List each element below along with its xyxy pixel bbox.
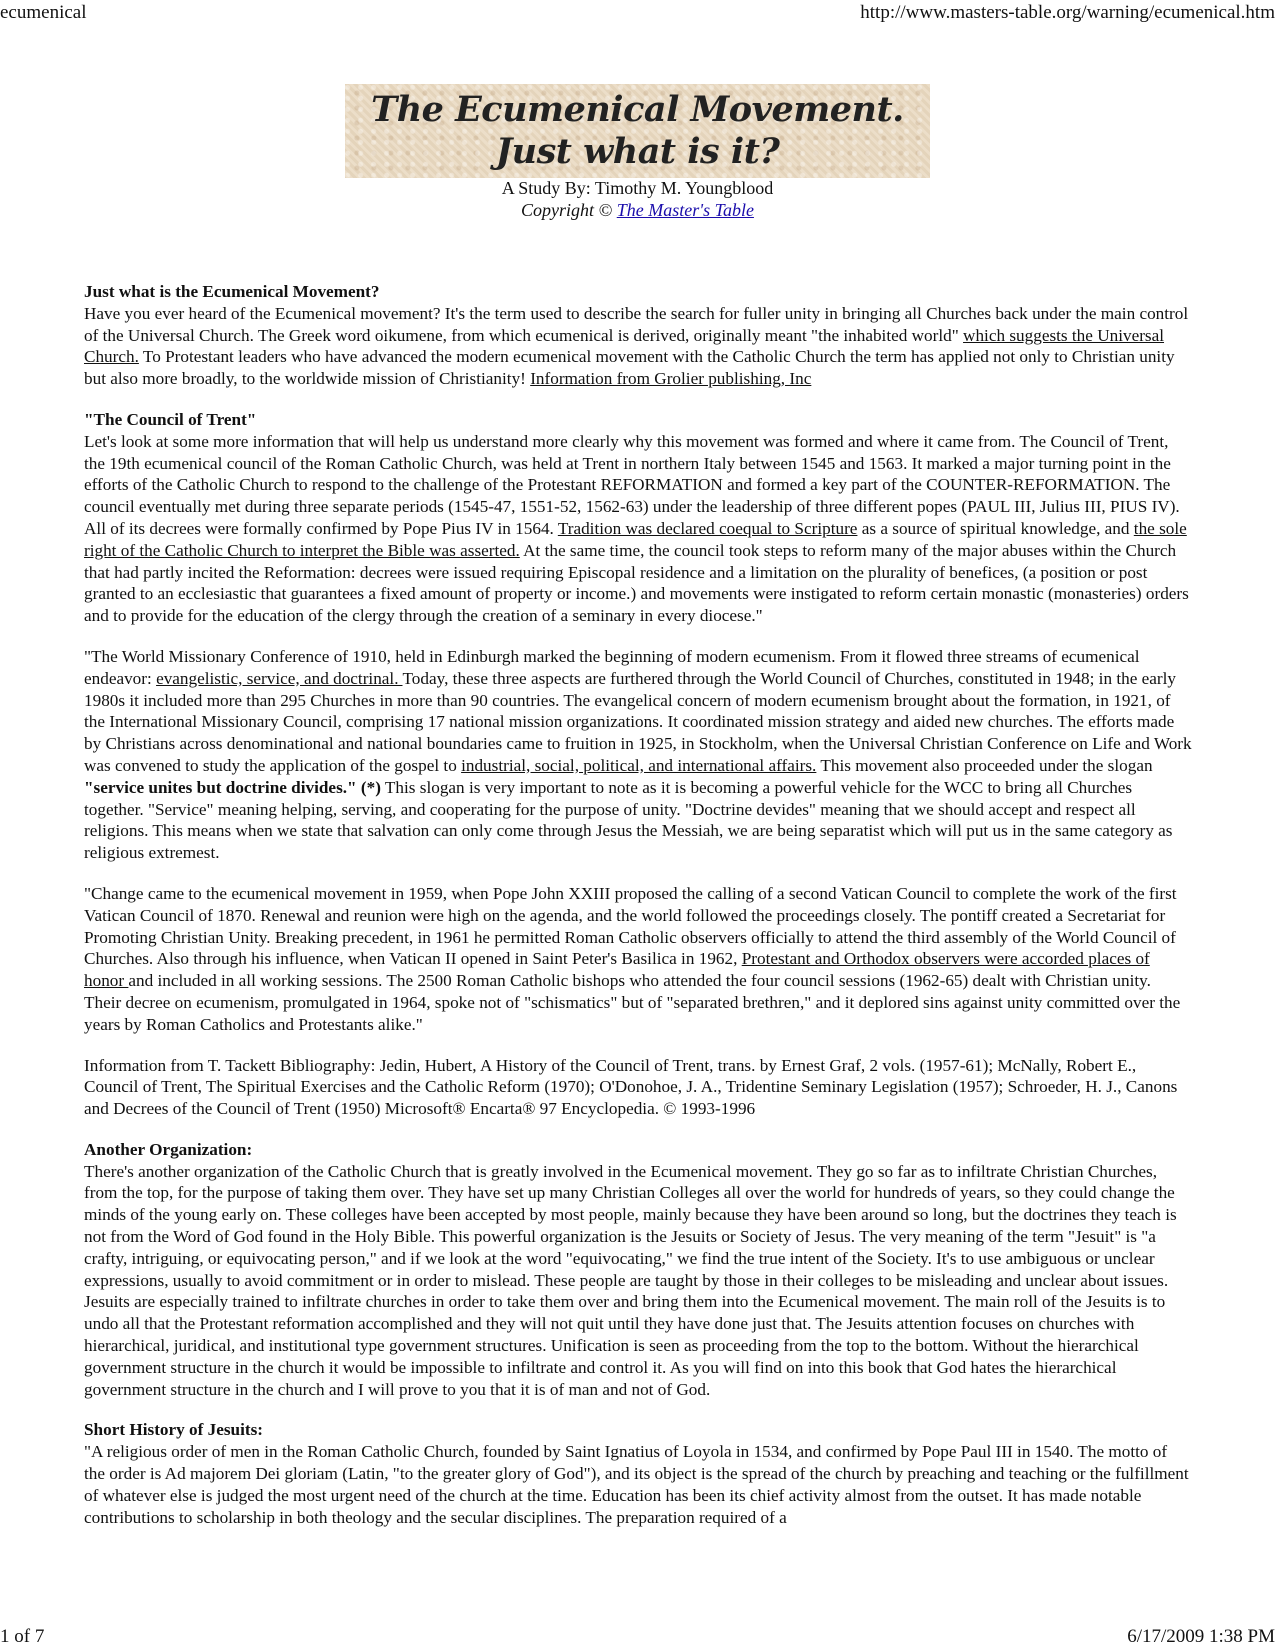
byline-copyright <box>0 199 1275 221</box>
section-heading: Short History of Jesuits: <box>84 1420 264 1440</box>
section-council-of-trent <box>84 409 1192 627</box>
paragraph-text: "The World Missionary Conference of 1910, held in Edinburgh marked the beginning of modern ecumenism. From it flowed three streams of ecumenical endeavor: <box>84 646 1140 688</box>
underlined-text: the sole right of the Catholic Church to interpret the Bible was asserted. <box>84 518 1187 560</box>
page-header-url: http://www.masters-table.org/warning/ecumenical.htm <box>860 2 1275 23</box>
page-header-title: ecumenical <box>0 2 87 23</box>
masters-table-link[interactable]: The Master's Table <box>616 200 754 220</box>
section-heading: Another Organization: <box>84 1139 253 1159</box>
underlined-text: Tradition was declared coequal to Scripture <box>557 518 858 538</box>
paragraph-text: Let's look at some more information that will help us understand more clearly why this movement was formed and where it came from. The Council of Trent, the 19th ecumenical council of the Roman Catholic Church, was held at Trent in northern Italy between 1545 and 1563. It marked a major turning point in the efforts of the Catholic Church to respond to the challenge of the Protestant REFORMATION and formed a key part of the COUNTER-REFORMATION. The council eventually met during three separate periods (1545-47, 1551-52, 1562-63) under the leadership of three different popes (PAUL III, Julius III, PIUS IV). All of its decrees were formally confirmed by Pope Pius IV in 1564. <box>84 431 1180 538</box>
paragraph-text: "A religious order of men in the Roman Catholic Church, founded by Saint Ignatius of Loyola in 1534, and confirmed by Pope Paul III in 1540. The motto of the order is Ad majorem Dei gloriam (Latin, "to the greater glory of God"), and its object is the spread of the church by preaching and teaching or the fulfillment of whatever else is judged the most urgent need of the church at the time. Education has been its chief activity almost from the outset. It has made notable contributions to scholarship in both theology and the secular disciplines. The preparation required of a <box>84 1442 1189 1527</box>
grolier-link[interactable]: Information from Grolier publishing, Inc <box>530 369 812 389</box>
paragraph-text: "Change came to the ecumenical movement in 1959, when Pope John XXIII proposed the calling of a second Vatican Council to complete the work of the first Vatican Council of 1870. Renewal and reunion were high on the agenda, and the world followed the proceedings closely. The pontiff created a Secretariat for Promoting Christian Unity. Breaking precedent, in 1961 he permitted Roman Catholic observers officially to attend the third assembly of the World Council of Churches. Also through his influence, when Vatican II opened in Saint Peter's Basilica in 1962, <box>84 883 1177 969</box>
copyright-prefix: Copyright © <box>521 200 617 220</box>
byline <box>0 177 1275 221</box>
paragraph-world-missionary-conference <box>84 646 1192 864</box>
bold-slogan: "service unites but doctrine divides." (*) <box>84 777 381 797</box>
article-body <box>84 281 1192 1547</box>
underlined-text: evangelistic, service, and doctrinal. <box>156 668 403 688</box>
banner-line-2: Just what is it? <box>495 131 780 172</box>
banner-line-1: The Ecumenical Movement. <box>371 89 904 130</box>
paragraph-text: There's another organization of the Catholic Church that is greatly involved in the Ecumenical movement. They go so far as to infiltrate Christian Churches, from the top, for the purpose of taking them over. They have set up many Christian Colleges all over the world for hundreds of years, so they could change the minds of the young early on. These colleges have been accepted by most people, mainly because they have been around so long, but the doctrines they teach is not from the Word of God found in the Holy Bible. This powerful organization is the Jesuits or Society of Jesus. The very meaning of the term "Jesuit" is "a crafty, intriguing, or equivocating person," and if we look at the word "equivocating," we find the true intent of the Society. It's to use ambiguous or unclear expressions, usually to avoid commitment or in order to mislead. These people are taught by those in their colleges to be misleading and unclear about issues. Jesuits are especially trained to infiltrate churches in order to take them over and bring them into the Ecumenical movement. The main roll of the Jesuits is to undo all that the Protestant reformation accomplished and they will not quit until they have done just that. The Jesuits attention focuses on churches with hierarchical, juridical, and institutional type government structures. Unification is seen as proceeding from the top to the bottom. Without the hierarchical government structure in the church it would be impossible to infiltrate and control it. As you will find on into this book that God hates the hierarchical government structure in the church and I will prove to you that it is of man and not of God. <box>84 1161 1177 1399</box>
paragraph-text: At the same time, the council took steps to reform many of the major abuses within the Church that had partly incited the Reformation: decrees were issued requiring Episcopal residence and a limitation on the plurality of benefices, (a position or post granted to an ecclesiastic that guarantees a fixed amount of property or income.) and movements were instigated to reform certain monastic (monasteries) orders and to provide for the education of the clergy through the creation of a seminary in every diocese." <box>84 540 1189 626</box>
page-footer-datetime: 6/17/2009 1:38 PM <box>1127 1626 1275 1647</box>
paragraph-text: This slogan is very important to note as it is becoming a powerful vehicle for the WCC to bring all Churches together. "Service" meaning helping, serving, and cooperating for the purpose of unity. "Doctrine devides" meaning that we should accept and respect all religions. This means when we state that salvation can only come through Jesus the Messiah, we are being separatist which will put us in the same category as religious extremest. <box>84 777 1173 863</box>
underlined-text: Protestant and Orthodox observers were accorded places of honor <box>84 949 1150 991</box>
byline-author: A Study By: Timothy M. Youngblood <box>501 178 774 198</box>
paragraph-vatican-council <box>84 883 1192 1036</box>
paragraph-text: To Protestant leaders who have advanced the modern ecumenical movement with the Catholic Church the term has applied not only to Christian unity but also more broadly, to the worldwide mission of Christianity! <box>84 347 1175 389</box>
section-heading: "The Council of Trent" <box>84 409 257 429</box>
section-another-organization <box>84 1139 1192 1401</box>
paragraph-text: Have you ever heard of the Ecumenical movement? It's the term used to describe the search for fuller unity in bringing all Churches back under the main control of the Universal Church. The Greek word oikumene, from which ecumenical is derived, originally meant "the inhabited world" <box>84 303 1189 345</box>
universal-church-link[interactable]: which suggests the Universal Church. <box>84 325 1165 367</box>
section-ecumenical-movement <box>84 281 1192 390</box>
section-short-history-jesuits <box>84 1419 1192 1528</box>
paragraph-text: This movement also proceeded under the slogan <box>816 755 1153 775</box>
page-footer-page-number: 1 of 7 <box>0 1626 45 1647</box>
paragraph-text: Information from T. Tackett Bibliography: Jedin, Hubert, A History of the Council of Trent, trans. by Ernest Graf, 2 vols. (1957-61); McNally, Robert E., Council of Trent, The Spiritual Exercises and the Catholic Reform (1970); O'Donohoe, J. A., Tridentine Seminary Legislation (1957); Schroeder, H. J., Canons and Decrees of the Council of Trent (1950) Microsoft® Encarta® 97 Encyclopedia. © 1993-1996 <box>84 1055 1178 1119</box>
section-heading: Just what is the Ecumenical Movement? <box>84 282 380 301</box>
paragraph-bibliography <box>84 1055 1192 1120</box>
underlined-text: industrial, social, political, and international affairs. <box>461 755 817 775</box>
title-banner <box>345 84 930 178</box>
paragraph-text: Today, these three aspects are furthered through the World Council of Churches, constituted in 1948; in the early 1980s it included more than 295 Churches in more than 90 countries. The evangelical concern of modern ecumenism brought about the formation, in 1921, of the International Missionary Council, comprising 17 national mission organizations. It coordinated mission strategy and aided new churches. The efforts made by Christians across denominational and national boundaries came to fruition in 1925, in Stockholm, when the Universal Christian Conference on Life and Work was convened to study the application of the gospel to <box>84 668 1192 775</box>
paragraph-text: as a source of spiritual knowledge, and <box>857 518 1134 538</box>
paragraph-text: and included in all working sessions. The 2500 Roman Catholic bishops who attended the four council sessions (1962-65) dealt with Christian unity. Their decree on ecumenism, promulgated in 1964, spoke not of "schismatics" but of "separated brethren," and it deplored sins against unity committed over the years by Roman Catholics and Protestants alike." <box>84 971 1181 1034</box>
